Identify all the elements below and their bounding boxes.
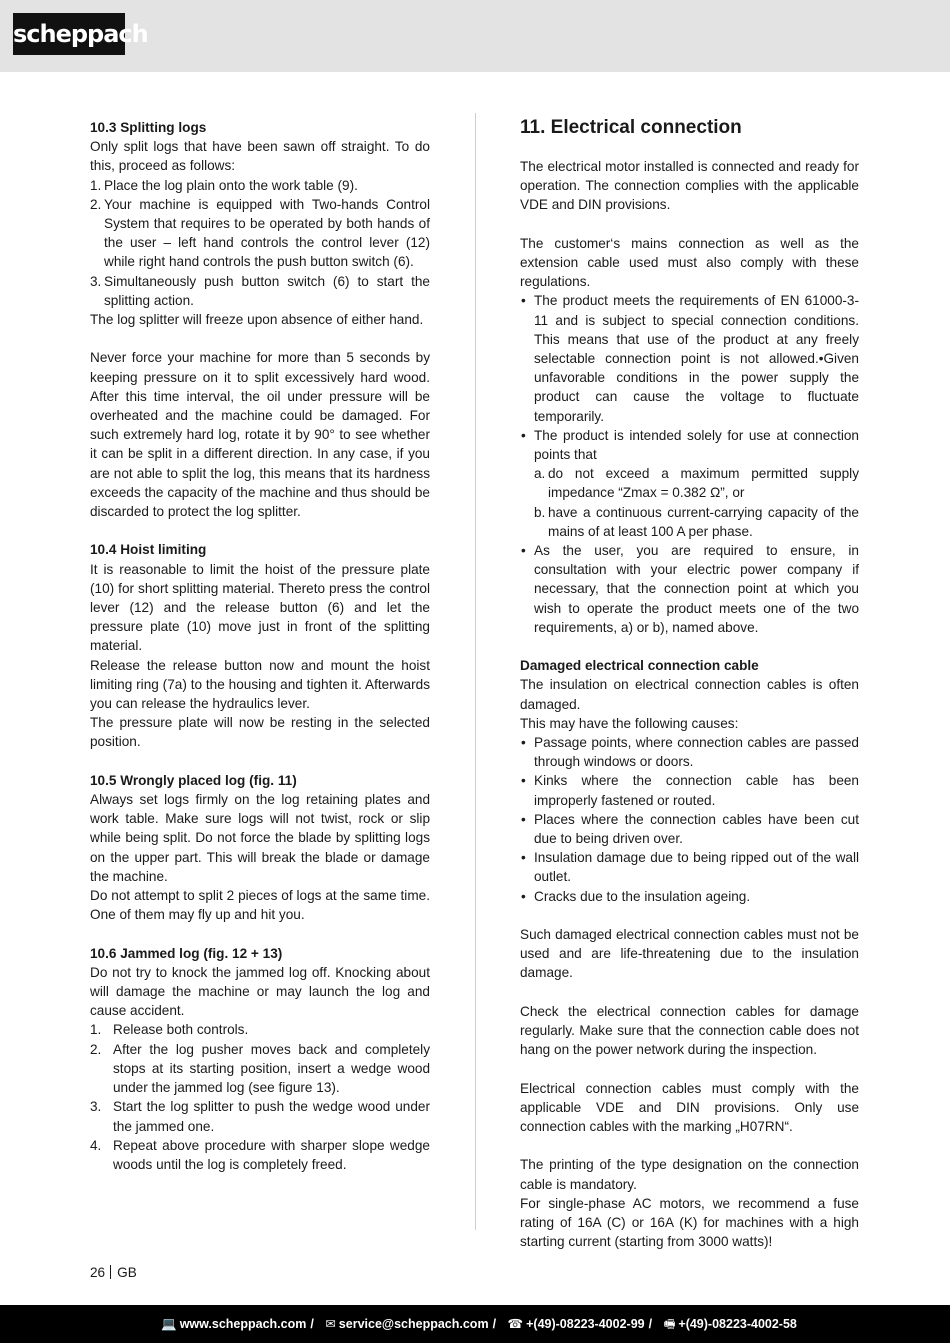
list-item-text: The product meets the requirements of EN 61000-3-11 and is subject to special connection conditions. This means that use of the product at any freely selectable connection point is not allowed.•Given unfavorable conditions in the power supply the product can cause the voltage to fluctuate temporarily. bbox=[534, 293, 859, 424]
list-item bbox=[90, 1020, 430, 1039]
steps-list bbox=[90, 176, 430, 310]
paragraph: The printing of the type designation on the connection cable is mandatory. bbox=[520, 1157, 859, 1192]
paragraph: Release the release button now and mount the hoist limiting ring (7a) to the housing and tighten it. Afterwards you can release the hydraulics lever. bbox=[90, 657, 430, 712]
paragraph: It is reasonable to limit the hoist of the pressure plate (10) for short splitting material. Thereto press the control lever (12) and the release button (6) and let the pressure plate (10) move just in front of the splitting material. bbox=[90, 561, 430, 654]
list-item-text: Kinks where the connection cable has been improperly fastened or routed. bbox=[534, 773, 859, 808]
page-number-separator bbox=[110, 1265, 111, 1279]
email-link[interactable]: service@scheppach.com bbox=[338, 1317, 489, 1331]
list-item-text: Passage points, where connection cables are passed through windows or doors. bbox=[534, 735, 859, 770]
steps-list bbox=[90, 1020, 430, 1174]
list-item bbox=[90, 176, 430, 195]
damaged-cable-section bbox=[520, 656, 859, 906]
paragraph: The customer‘s mains connection as well as the extension cable used must also comply with these regulations. bbox=[520, 235, 859, 290]
mail-icon: ✉ bbox=[325, 1317, 336, 1331]
paragraph: Do not try to knock the jammed log off. Knocking about will damage the machine or may launch the log and cause accident. bbox=[90, 964, 430, 1019]
website-link[interactable]: www.scheppach.com bbox=[179, 1317, 307, 1331]
paragraph: The log splitter will freeze upon absence of either hand. bbox=[90, 312, 424, 328]
paragraph: Only split logs that have been sawn off straight. To do this, proceed as follows: bbox=[90, 139, 430, 174]
section-title: 10.6 Jammed log (fig. 12 + 13) bbox=[90, 945, 283, 961]
list-item-text: have a continuous current-carrying capacity of the mains of at least 100 A per phase. bbox=[548, 504, 859, 539]
list-marker: 2. bbox=[90, 1041, 102, 1057]
list-item bbox=[520, 291, 859, 425]
list-item-text: Repeat above procedure with sharper slope wedge woods until the log is completely freed. bbox=[113, 1137, 430, 1172]
list-item-text: Places where the connection cables have been cut due to being driven over. bbox=[534, 811, 859, 847]
section-title: 10.4 Hoist limiting bbox=[90, 542, 207, 558]
list-marker: b. bbox=[534, 504, 546, 520]
column-divider bbox=[475, 113, 476, 1230]
list-marker: 3. bbox=[90, 1099, 102, 1115]
list-marker: 4. bbox=[90, 1137, 102, 1153]
bullet: • bbox=[521, 293, 526, 309]
separator: / bbox=[310, 1317, 314, 1331]
causes-list bbox=[520, 733, 859, 906]
page-header bbox=[0, 0, 950, 72]
list-marker: 3. bbox=[90, 273, 102, 289]
list-item-text: Simultaneously push button switch (6) to start the splitting action. bbox=[104, 273, 430, 308]
list-marker: 1. bbox=[90, 177, 102, 193]
list-item-text: Place the log plain onto the work table (9). bbox=[104, 177, 358, 193]
list-item bbox=[534, 464, 859, 502]
page-number-value: 26 bbox=[90, 1265, 106, 1280]
list-item bbox=[90, 1136, 430, 1174]
bullet: • bbox=[521, 735, 526, 751]
section-10-3-warning bbox=[90, 348, 430, 521]
section-10-6 bbox=[90, 944, 430, 1174]
fax-icon: 🖷 bbox=[663, 1317, 676, 1331]
list-item-text: After the log pusher moves back and completely stops at its starting position, insert a wedge wood under the jammed log (see figure 13). bbox=[113, 1041, 430, 1096]
page-number bbox=[90, 1263, 137, 1283]
list-item bbox=[520, 541, 859, 637]
list-item bbox=[534, 503, 859, 541]
paragraph-block bbox=[520, 925, 859, 983]
scheppach-logo: scheppach bbox=[13, 13, 125, 55]
paragraph: The pressure plate will now be resting in the selected position. bbox=[90, 715, 430, 750]
paragraph: Always set logs firmly on the log retaining plates and work table. Make sure logs will not twist, rock or slip while being split. Do not force the blade by splitting logs on the upper part. This will break the blade or damage the machine. bbox=[90, 792, 430, 884]
section-10-5 bbox=[90, 771, 430, 925]
paragraph-block bbox=[520, 1155, 859, 1251]
paragraph: The electrical motor installed is connected and ready for operation. The connection complies with the applicable VDE and DIN provisions. bbox=[520, 159, 859, 213]
paragraph: For single-phase AC motors, we recommend a fuse rating of 16A (C) or 16A (K) for machines with a high starting current (starting from 3000 watts)! bbox=[520, 1195, 859, 1250]
paragraph: This may have the following causes: bbox=[520, 715, 739, 731]
separator: / bbox=[648, 1317, 653, 1331]
page-footer bbox=[0, 1305, 950, 1343]
language-code: GB bbox=[117, 1265, 137, 1280]
right-column bbox=[520, 118, 859, 1271]
list-marker: 2. bbox=[90, 196, 102, 212]
requirements-list bbox=[520, 291, 859, 637]
list-item-text: Release both controls. bbox=[113, 1022, 249, 1038]
fax-number: +(49)-08223-4002-58 bbox=[678, 1317, 797, 1331]
paragraph: Electrical connection cables must comply with the applicable VDE and DIN provisions. Only use connection cables with the marking „H07RN“. bbox=[520, 1080, 859, 1135]
paragraph: Do not attempt to split 2 pieces of logs at the same time. One of them may fly up and hit you. bbox=[90, 888, 430, 923]
bullet: • bbox=[521, 850, 526, 866]
paragraph-block bbox=[520, 1079, 859, 1137]
list-item-text: Insulation damage due to being ripped out of the wall outlet. bbox=[534, 850, 859, 885]
list-item bbox=[520, 848, 859, 886]
list-marker: a. bbox=[534, 466, 546, 482]
list-item-text: Start the log splitter to push the wedge wood under the jammed one. bbox=[113, 1099, 430, 1134]
requirements bbox=[520, 234, 859, 637]
sub-list bbox=[534, 464, 859, 541]
separator: / bbox=[492, 1317, 497, 1331]
list-item bbox=[520, 887, 859, 906]
list-item bbox=[90, 272, 430, 310]
bullet: • bbox=[521, 543, 526, 559]
list-item-text: As the user, you are required to ensure, in consultation with your electric power company if necessary, that the connection point at which you wish to operate the product meets one of the two requirements, a) or b), named above. bbox=[534, 543, 859, 635]
bullet: • bbox=[521, 811, 526, 827]
list-item-text: Cracks due to the insulation ageing. bbox=[534, 888, 751, 904]
bullet: • bbox=[521, 427, 526, 443]
paragraph: The insulation on electrical connection cables is often damaged. bbox=[520, 677, 859, 712]
list-item bbox=[90, 195, 430, 272]
list-item bbox=[520, 810, 859, 848]
list-item bbox=[520, 733, 859, 771]
list-item-text: The product is intended solely for use at connection points that bbox=[534, 427, 859, 463]
paragraph: Such damaged electrical connection cables must not be used and are life-threatening due to the insulation damage. bbox=[520, 927, 859, 981]
paragraph: Check the electrical connection cables for damage regularly. Make sure that the connection cable does not hang on the power network during the inspection. bbox=[520, 1003, 859, 1058]
computer-icon: 💻 bbox=[161, 1317, 177, 1331]
list-item bbox=[90, 1040, 430, 1098]
phone-number: +(49)-08223-4002-99 bbox=[526, 1317, 645, 1331]
list-marker: 1. bbox=[90, 1022, 102, 1038]
list-item bbox=[90, 1097, 430, 1135]
left-column bbox=[90, 118, 430, 1193]
list-item bbox=[520, 771, 859, 809]
section-10-3 bbox=[90, 118, 430, 329]
chapter-title: 11. Electrical connection bbox=[520, 117, 742, 138]
paragraph: Never force your machine for more than 5 seconds by keeping pressure on it to split excessively hard wood. After this time interval, the oil under pressure will be overheated and the machine could be damaged. For such extremely hard log, rotate it by 90° to see whether it can be split in a different direction. In any case, if you are not able to split the log, this means that its hardness exceeds the capacity of the machine and thus should be discarded to protect the log splitter. bbox=[90, 350, 430, 520]
section-title: 10.5 Wrongly placed log (fig. 11) bbox=[90, 772, 297, 788]
phone-icon: ☎ bbox=[507, 1317, 524, 1331]
bullet: • bbox=[521, 888, 526, 904]
section-10-4 bbox=[90, 540, 430, 751]
list-item bbox=[520, 426, 859, 541]
list-item-text: Your machine is equipped with Two-hands Control System that requires to be operated by both hands of the user – left hand controls the control lever (12) while right hand controls the push button switch (6). bbox=[104, 196, 430, 270]
section-title: 10.3 Splitting logs bbox=[90, 120, 207, 135]
paragraph-block bbox=[520, 1002, 859, 1060]
list-item-text: do not exceed a maximum permitted supply impedance “Zmax = 0.382 Ω”, or bbox=[548, 466, 859, 501]
section-title: Damaged electrical connection cable bbox=[520, 658, 759, 674]
intro-paragraph bbox=[520, 157, 859, 215]
bullet: • bbox=[521, 773, 526, 789]
